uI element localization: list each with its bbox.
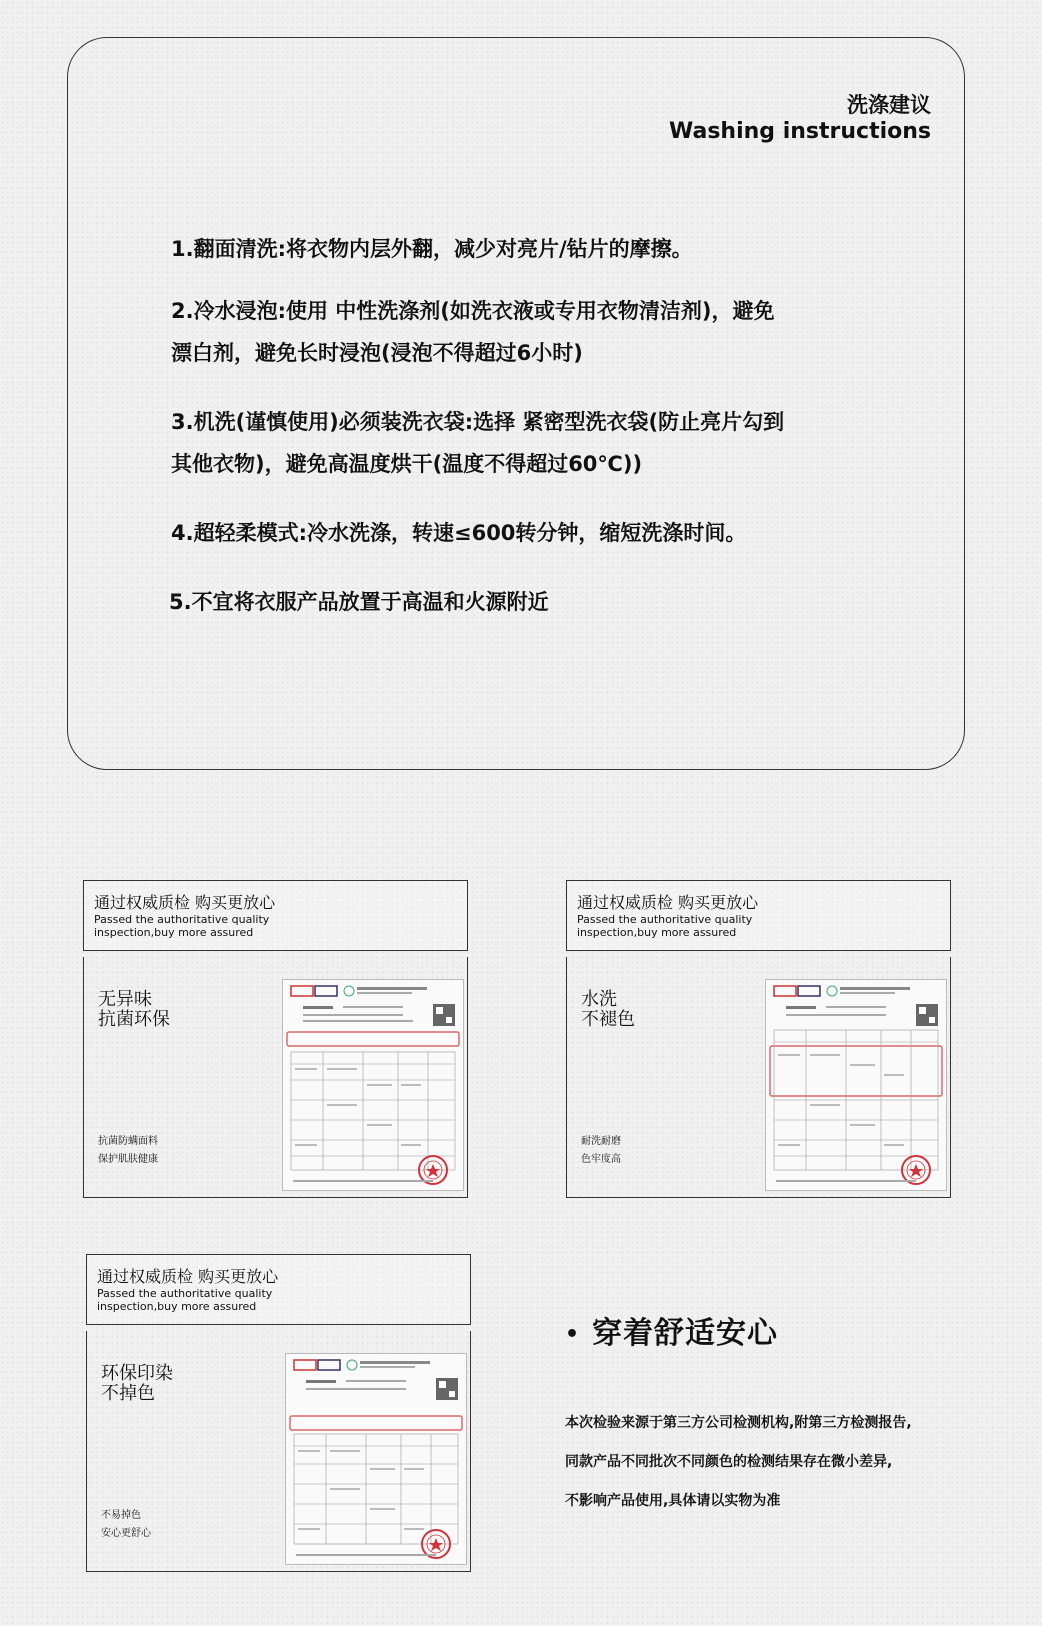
comfort-section: [565, 1308, 1035, 1509]
card-header-zh: 通过权威质检 购买更放心: [577, 893, 759, 912]
card-header-zh: 通过权威质检 购买更放心: [97, 1267, 279, 1286]
card-header-en-line-1: Passed the authoritative quality: [94, 913, 270, 926]
card-feature: [581, 990, 635, 1030]
instructions-title-en: Washing instructions: [669, 119, 931, 144]
instruction-item-2-line-1: 2.冷水浸泡:使用 中性洗涤剂(如洗衣液或专用衣物清洁剂)，避免: [171, 299, 775, 323]
card-feature-line-2: 抗菌环保: [98, 1009, 170, 1030]
card-header-en: [97, 1287, 317, 1313]
instructions-heading: [669, 92, 931, 146]
bullet-icon: •: [565, 1322, 581, 1347]
card-header-en-line-2: inspection,buy more assured: [94, 926, 254, 939]
comfort-line-1: 本次检验来源于第三方公司检测机构,附第三方检测报告,: [565, 1415, 912, 1431]
card-feature-line-1: 环保印染: [101, 1363, 173, 1384]
card-notes: [98, 1133, 158, 1169]
card-body: [83, 957, 468, 1198]
card-note-1: 耐洗耐磨: [581, 1136, 621, 1147]
comfort-line-2: 同款产品不同批次不同颜色的检测结果存在微小差异,: [565, 1454, 893, 1470]
card-note-2: 保护肌肤健康: [98, 1154, 158, 1165]
washing-instructions-panel: [67, 37, 965, 770]
instruction-item-3-line-2: 其他衣物)，避免高温度烘干(温度不得超过60℃)): [171, 452, 643, 476]
comfort-title: [565, 1308, 1035, 1352]
instruction-item-4: 4.超轻柔模式:冷水洗涤，转速≤600转分钟，缩短洗涤时间。: [171, 521, 747, 545]
card-feature-line-1: 无异味: [98, 989, 152, 1010]
instruction-item-1: 1.翻面清洗:将衣物内层外翻，减少对亮片/钻片的摩擦。: [171, 237, 693, 261]
instruction-item-3: [171, 401, 784, 485]
card-body: [86, 1331, 471, 1572]
card-header-zh: 通过权威质检 购买更放心: [94, 893, 276, 912]
card-header: [83, 880, 468, 951]
card-feature: [101, 1364, 173, 1404]
card-header-en-line-1: Passed the authoritative quality: [577, 913, 753, 926]
card-feature-line-1: 水洗: [581, 989, 617, 1010]
card-body: [566, 957, 951, 1198]
instructions-title-zh: 洗涤建议: [847, 93, 931, 117]
card-header: [86, 1254, 471, 1325]
card-notes: [581, 1133, 621, 1169]
card-feature-line-2: 不掉色: [101, 1383, 155, 1404]
instruction-item-5: 5.不宜将衣服产品放置于高温和火源附近: [169, 590, 549, 614]
card-feature: [98, 990, 170, 1030]
comfort-description: [565, 1404, 912, 1521]
card-header-en-line-2: inspection,buy more assured: [577, 926, 737, 939]
card-header-en: [577, 913, 797, 939]
card-header-en-line-2: inspection,buy more assured: [97, 1300, 257, 1313]
card-note-2: 色牢度高: [581, 1154, 621, 1165]
instruction-item-3-line-1: 3.机洗(谨慎使用)必须装洗衣袋:选择 紧密型洗衣袋(防止亮片勾到: [171, 410, 785, 434]
instruction-item-2: [171, 290, 775, 374]
card-note-1: 抗菌防螨面料: [98, 1136, 158, 1147]
comfort-line-3: 不影响产品使用,具体请以实物为准: [565, 1493, 781, 1509]
card-header-en-line-1: Passed the authoritative quality: [97, 1287, 273, 1300]
card-note-2: 安心更舒心: [101, 1528, 151, 1539]
comfort-title-text: 穿着舒适安心: [592, 1316, 779, 1351]
instruction-item-2-line-2: 漂白剂，避免长时浸泡(浸泡不得超过6小时): [171, 341, 583, 365]
card-feature-line-2: 不褪色: [581, 1009, 635, 1030]
card-notes: [101, 1507, 151, 1543]
test-report-image: [285, 1353, 467, 1565]
card-header-en: [94, 913, 314, 939]
test-report-image: [282, 979, 464, 1191]
card-header: [566, 880, 951, 951]
test-report-image: [765, 979, 947, 1191]
card-note-1: 不易掉色: [101, 1510, 141, 1521]
